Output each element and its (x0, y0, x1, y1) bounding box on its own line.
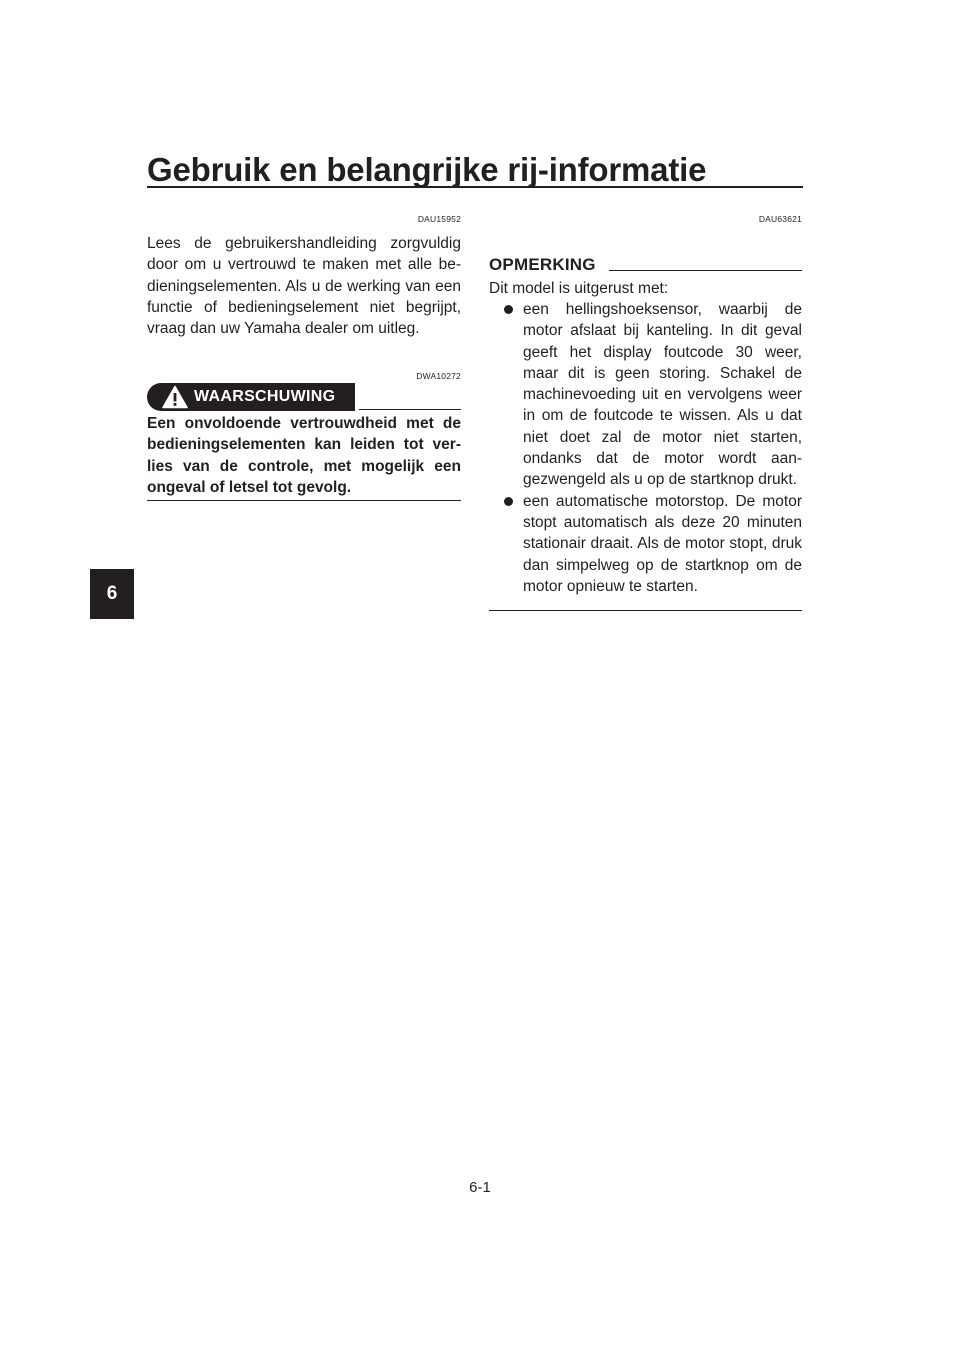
note-header-rule (609, 270, 802, 271)
warning-label-bar (147, 383, 355, 411)
note-bottom-rule (489, 610, 802, 611)
section-code-right: DAU63621 (758, 214, 802, 224)
title-rule (147, 186, 803, 188)
chapter-tab: 6 (90, 569, 134, 619)
page-number: 6-1 (469, 1179, 491, 1196)
intro-paragraph: Lees de gebruikershandleiding zorgvuldig door om u vertrouwd te maken met alle bedieningselementen. Als u de werking van een functie of bedieningselement niet begrijpt, vraag dan uw Yamaha dealer om uitleg. (147, 235, 461, 338)
warning-label: WAARSCHUWING (194, 388, 336, 405)
note-list (489, 299, 802, 597)
section-code-left: DAU15952 (417, 214, 461, 224)
bullet-icon (504, 305, 513, 314)
warning-code: DWA10272 (416, 371, 461, 381)
warning-text: Een onvoldoende vertrouwdheid met de bedieningselementen kan leiden tot verlies van de controle, met mogelijk een ongeval of letsel tot gevolg. (147, 415, 461, 496)
page-title: Gebruik en belangrijke rij-informatie (147, 151, 707, 188)
note-intro: Dit model is uitgerust met: (489, 280, 669, 297)
note-item-text: een hellingshoeksensor, waarbij de motor afslaat bij kanteling. In dit geval geeft het display foutcode 30 weer, maar dit is geen storing. Schakel de machinevoeding uit en vervolgens weer in om de foutcode te wissen. Als u dat niet doet zal de motor niet starten, ondanks dat de motor wordt aangezwengeld als u op de startknop drukt. (523, 301, 802, 489)
warning-bottom-rule (147, 500, 461, 501)
note-heading: OPMERKING (489, 255, 596, 274)
list-item (489, 491, 802, 597)
bullet-icon (504, 497, 513, 506)
warning-triangle-icon (162, 385, 188, 409)
note-item-text: een automatische motorstop. De motor stopt automatisch als deze 20 minuten stationair draait. Als de motor stopt, druk dan simpelweg op de startknop om de motor opnieuw te starten. (523, 492, 802, 595)
list-item (489, 299, 802, 491)
warning-header-rule (359, 409, 461, 410)
